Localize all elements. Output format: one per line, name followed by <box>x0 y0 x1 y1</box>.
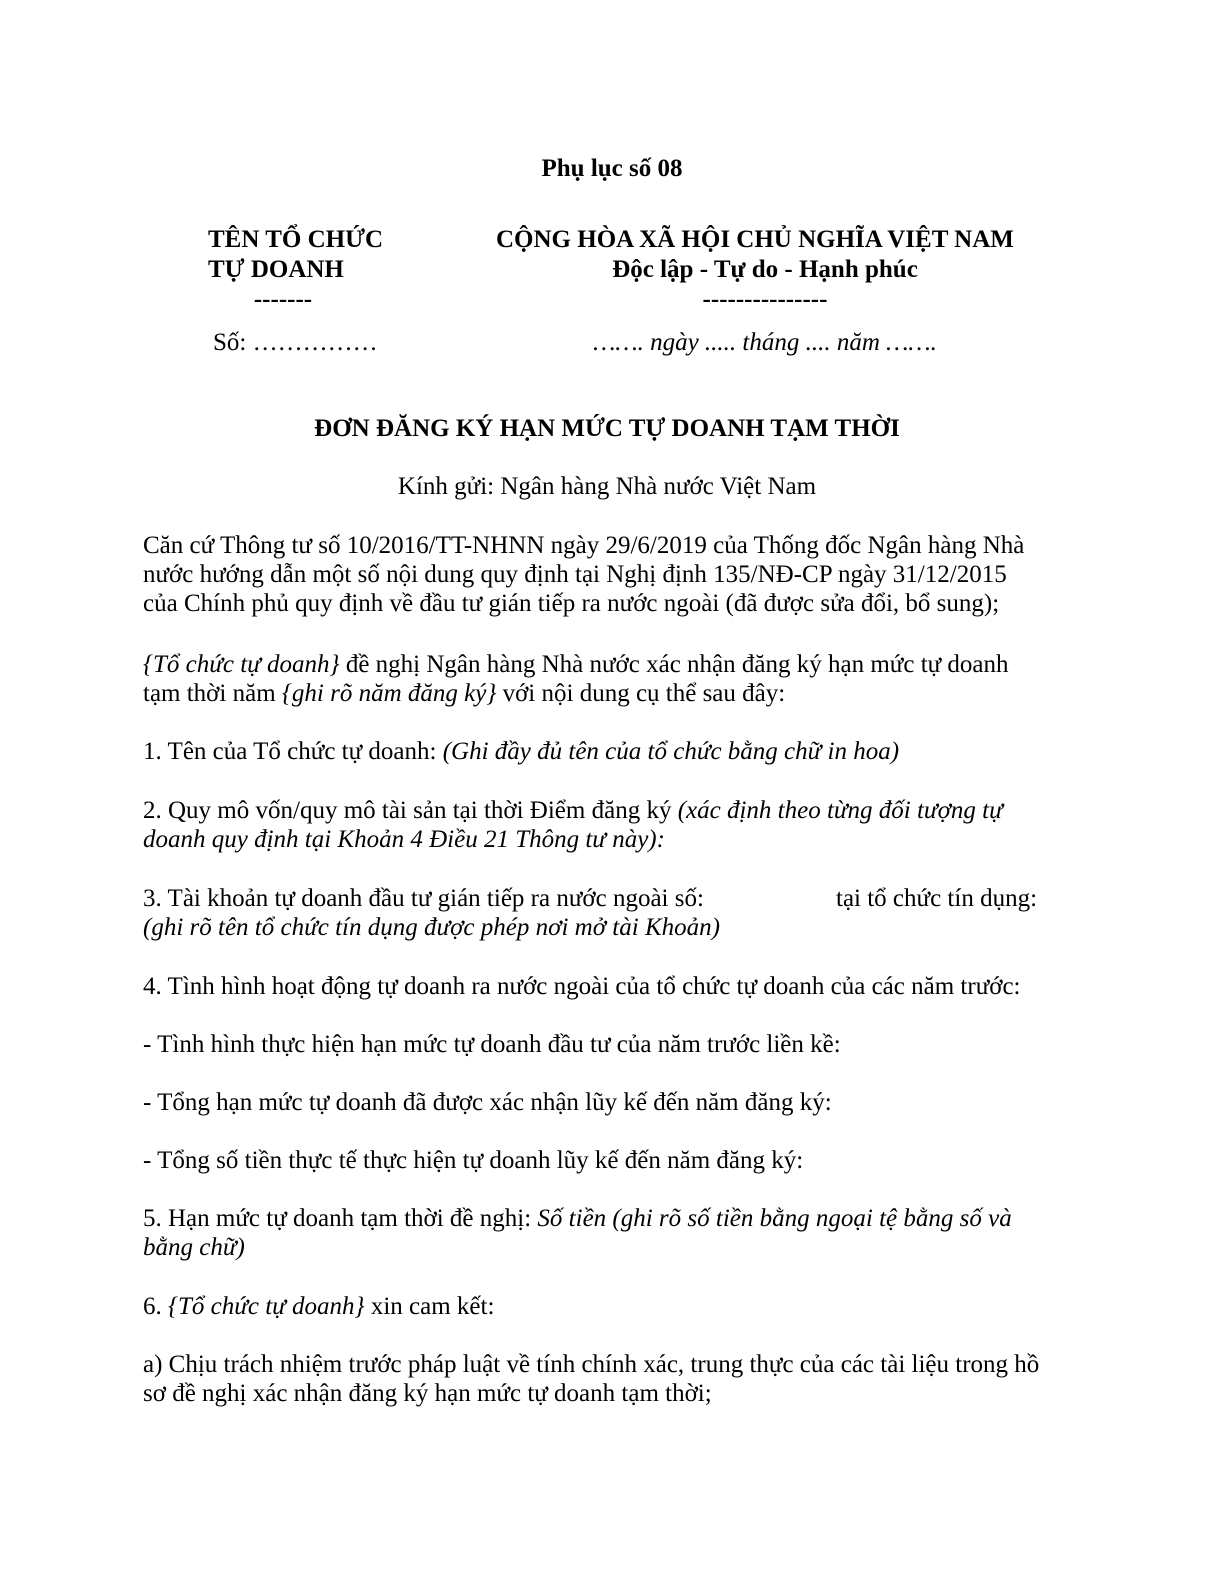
item-1-note: (Ghi đầy đủ tên của tổ chức bằng chữ in hoa) <box>442 738 900 765</box>
item-2-label: 2. Quy mô vốn/quy mô tài sản tại thời Điểm đăng ký <box>143 797 678 824</box>
request-paragraph <box>143 650 1083 708</box>
item-3-note: (ghi rõ tên tổ chức tín dụng được phép nơi mở tài Khoản) <box>143 914 720 941</box>
item-3 <box>143 884 1083 942</box>
item-5 <box>143 1204 1083 1262</box>
legal-basis-line: Căn cứ Thông tư số 10/2016/TT-NHNN ngày 29/6/2019 của Thống đốc Ngân hàng Nhà <box>143 532 1025 559</box>
item-2-note: (xác định theo từng đối tượng tự <box>677 797 1003 824</box>
legal-basis-line: của Chính phủ quy định về đầu tư gián tiếp ra nước ngoài (đã được sửa đổi, bổ sung); <box>143 590 1000 617</box>
appendix-label: Phụ lục số 08 <box>541 155 683 182</box>
legal-basis-line: nước hướng dẫn một số nội dung quy định tại Nghị định 135/NĐ-CP ngày 31/12/2015 <box>143 561 1007 588</box>
year-placeholder: {ghi rõ năm đăng ký} <box>281 680 497 707</box>
document-title: ĐƠN ĐĂNG KÝ HẠN MỨC TỰ DOANH TẠM THỜI <box>314 415 900 442</box>
item-5-note: Số tiền (ghi rõ số tiền bằng ngoại tệ bằng số và <box>537 1205 1012 1232</box>
national-title: CỘNG HÒA XÃ HỘI CHỦ NGHĨA VIỆT NAM <box>496 226 1014 253</box>
item-6 <box>143 1292 1083 1321</box>
item-5-label: 5. Hạn mức tự doanh tạm thời đề nghị: <box>143 1205 538 1232</box>
organization-name-line2: TỰ DOANH <box>208 256 344 283</box>
header-left-rule: ------- <box>253 286 313 313</box>
item-4-sub: - Tình hình thực hiện hạn mức tự doanh đầu tư của năm trước liền kề: <box>143 1031 841 1058</box>
item-5-note: bằng chữ) <box>143 1234 245 1261</box>
item-3-bank-label: tại tổ chức tín dụng: <box>836 885 1038 912</box>
item-1 <box>143 737 1083 766</box>
item-4-sub: - Tổng số tiền thực tế thực hiện tự doanh lũy kế đến năm đăng ký: <box>143 1147 804 1174</box>
item-4: 4. Tình hình hoạt động tự doanh ra nước ngoài của tổ chức tự doanh của các năm trước: <box>143 973 1021 1000</box>
item-2 <box>143 796 1083 854</box>
item-6-a-line: a) Chịu trách nhiệm trước pháp luật về tính chính xác, trung thực của các tài liệu trong hồ <box>143 1351 1040 1378</box>
item-3-label: 3. Tài khoản tự doanh đầu tư gián tiếp ra nước ngoài số: <box>143 885 704 912</box>
item-6-a-line: sơ đề nghị xác nhận đăng ký hạn mức tự doanh tạm thời; <box>143 1380 712 1407</box>
organization-name-line1: TÊN TỔ CHỨC <box>208 226 384 253</box>
request-text: tạm thời năm <box>143 680 282 707</box>
request-text: với nội dung cụ thể sau đây: <box>496 680 786 707</box>
item-4-sub: - Tổng hạn mức tự doanh đã được xác nhận lũy kế đến năm đăng ký: <box>143 1089 832 1116</box>
item-1-label: 1. Tên của Tổ chức tự doanh: <box>143 738 443 765</box>
item-6-text: 6. <box>143 1293 168 1320</box>
item-6-text: xin cam kết: <box>364 1293 495 1320</box>
national-motto: Độc lập - Tự do - Hạnh phúc <box>612 256 918 283</box>
organization-placeholder: {Tổ chức tự doanh} <box>143 651 340 678</box>
organization-placeholder: {Tổ chức tự doanh} <box>168 1293 365 1320</box>
document-date: ……. ngày ..... tháng .... năm ……. <box>593 329 937 356</box>
recipient-line: Kính gửi: Ngân hàng Nhà nước Việt Nam <box>397 473 817 500</box>
header-right-rule: --------------- <box>702 286 828 313</box>
document-number: Số: …………… <box>213 329 378 356</box>
request-text: đề nghị Ngân hàng Nhà nước xác nhận đăng ký hạn mức tự doanh <box>339 651 1009 678</box>
item-2-note: doanh quy định tại Khoản 4 Điều 21 Thông tư này): <box>143 826 665 853</box>
item-6-a <box>143 1350 1083 1408</box>
legal-basis-paragraph <box>143 531 1083 618</box>
